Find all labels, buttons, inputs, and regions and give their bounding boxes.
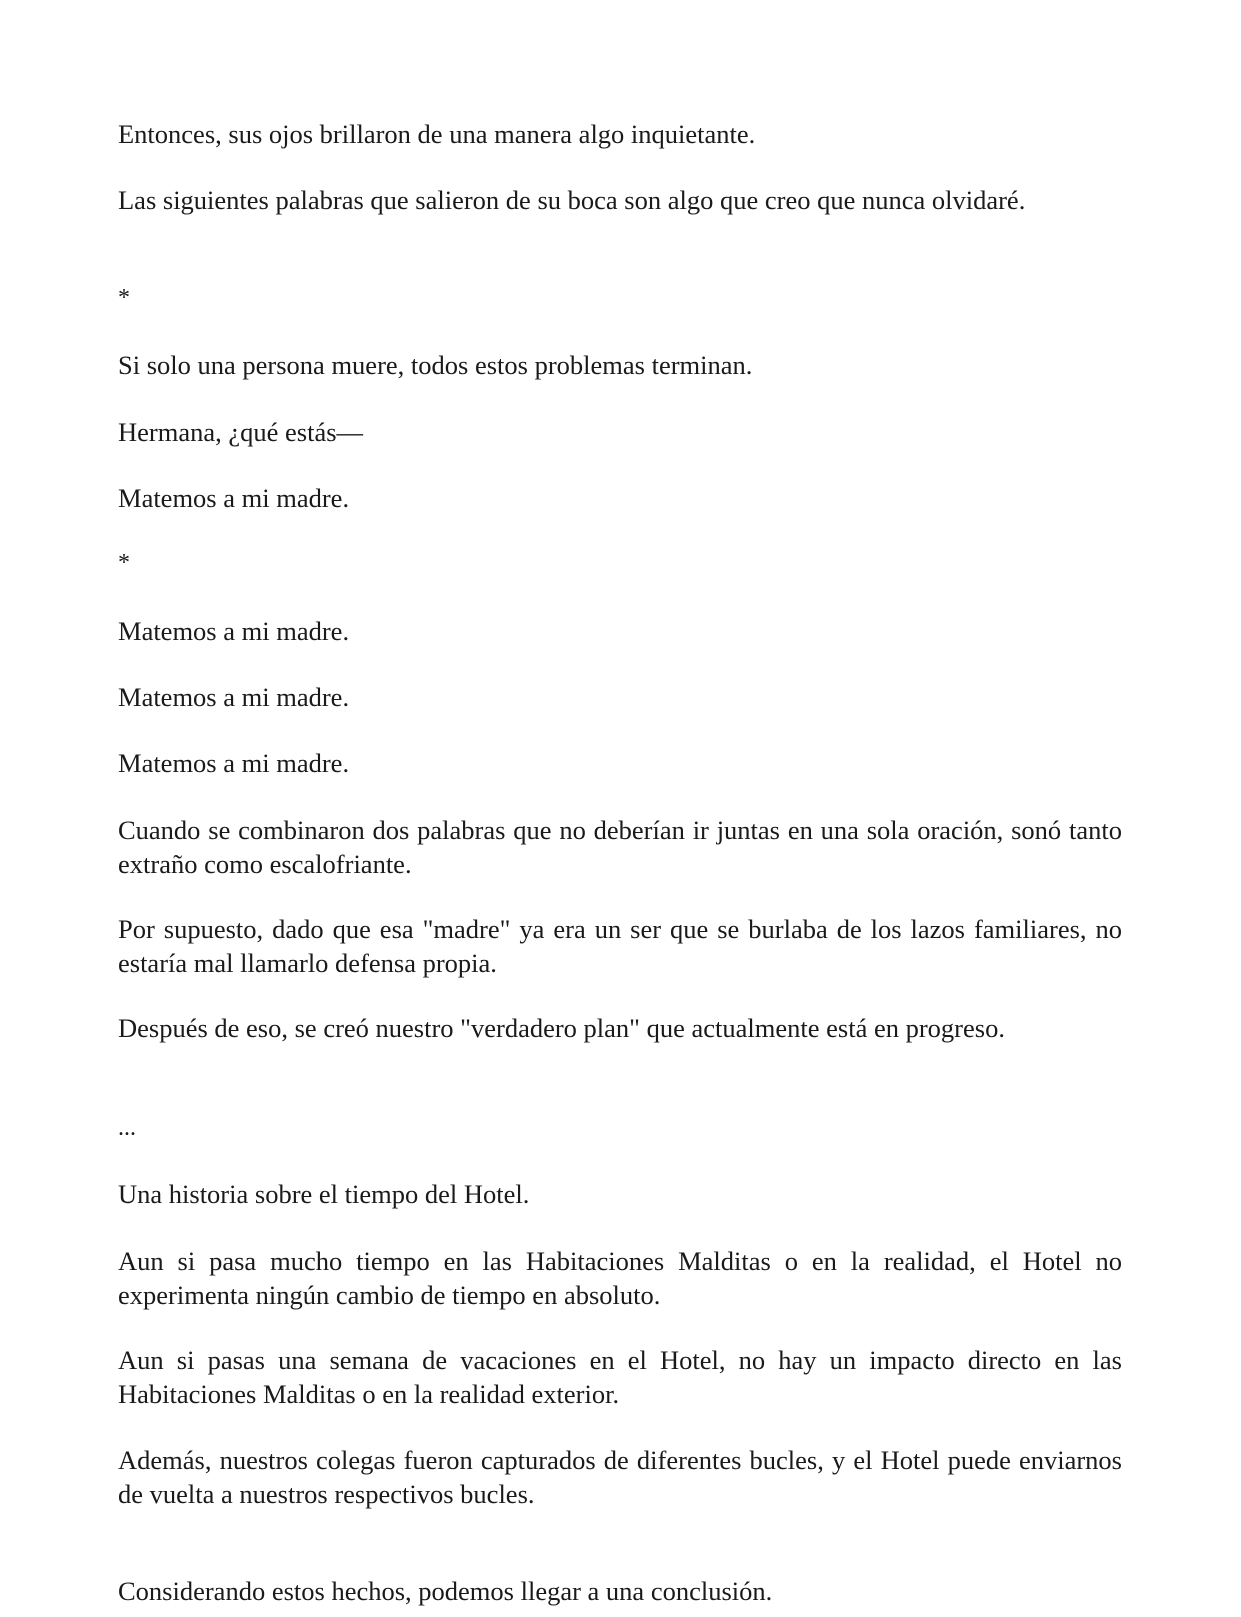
paragraph: Matemos a mi madre. xyxy=(118,682,350,712)
paragraph: Las siguientes palabras que salieron de su boca son algo que creo que nunca olvidaré. xyxy=(118,185,1026,215)
paragraph: Aun si pasa mucho tiempo en las Habitaciones Malditas o en la realidad, el Hotel no experimenta ningún cambio de tiempo en absoluto. xyxy=(118,1246,1122,1310)
paragraph: Además, nuestros colegas fueron capturados de diferentes bucles, y el Hotel puede enviarnos de vuelta a nuestros respectivos bucles. xyxy=(118,1445,1122,1509)
paragraph: Una historia sobre el tiempo del Hotel. xyxy=(118,1179,530,1209)
paragraph: Cuando se combinaron dos palabras que no deberían ir juntas en una sola oración, sonó tanto extraño como escalofriante. xyxy=(118,815,1122,879)
paragraph: Considerando estos hechos, podemos llegar a una conclusión. xyxy=(118,1576,773,1606)
paragraph: Si solo una persona muere, todos estos problemas terminan. xyxy=(118,350,753,380)
paragraph: Hermana, ¿qué estás— xyxy=(118,417,364,447)
paragraph: Por supuesto, dado que esa "madre" ya era un ser que se burlaba de los lazos familiares, no estaría mal llamarlo defensa propia. xyxy=(118,914,1122,978)
paragraph: Matemos a mi madre. xyxy=(118,616,350,646)
paragraph: Aun si pasas una semana de vacaciones en el Hotel, no hay un impacto directo en las Habitaciones Malditas o en la realidad exterior. xyxy=(118,1345,1122,1409)
paragraph: Matemos a mi madre. xyxy=(118,483,350,513)
paragraph: Entonces, sus ojos brillaron de una manera algo inquietante. xyxy=(118,119,756,149)
paragraph: Matemos a mi madre. xyxy=(118,748,350,778)
paragraph: Después de eso, se creó nuestro "verdadero plan" que actualmente está en progreso. xyxy=(118,1013,1005,1043)
scene-break: * xyxy=(118,285,130,311)
scene-break: * xyxy=(118,550,130,576)
ellipsis-break: ... xyxy=(118,1115,136,1141)
